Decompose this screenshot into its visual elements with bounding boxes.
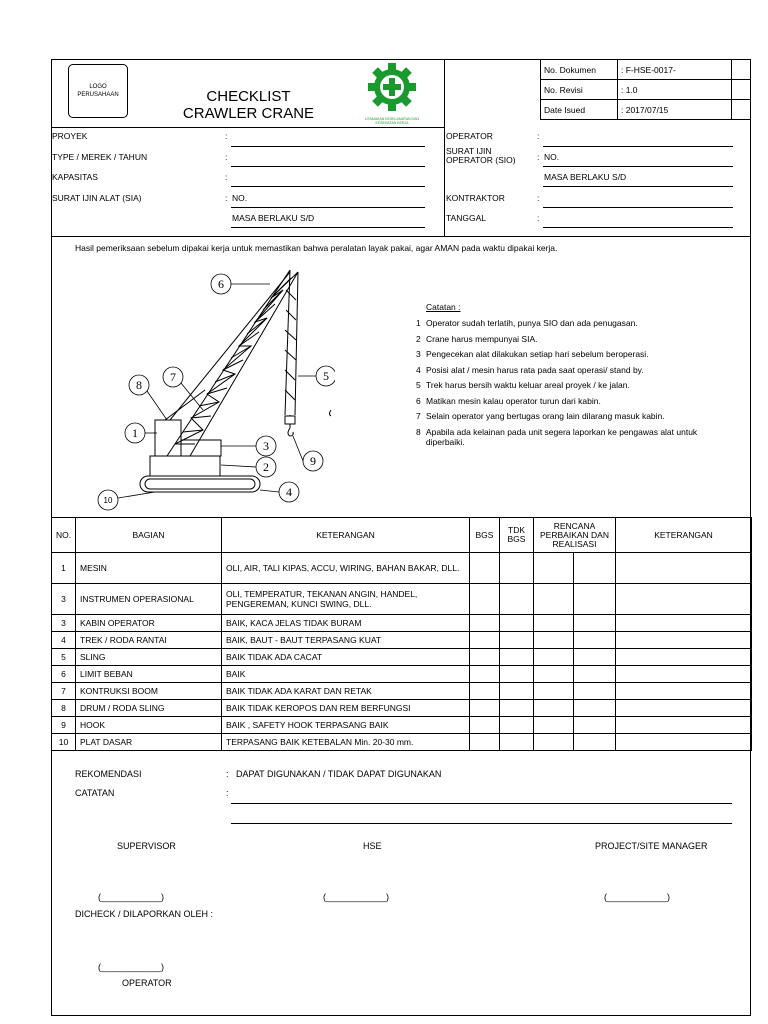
row-keterangan: BAIK TIDAK ADA KARAT DAN RETAK <box>222 683 470 700</box>
note-number: 3 <box>416 349 421 359</box>
catatan-line-1[interactable] <box>231 803 732 804</box>
field-operator-label: OPERATOR <box>446 131 493 141</box>
table-row <box>52 734 752 751</box>
cell-realisasi[interactable] <box>574 553 616 584</box>
callout-number: 6 <box>218 277 224 291</box>
notes-title: Catatan : <box>426 302 461 312</box>
manager-label: PROJECT/SITE MANAGER <box>595 841 708 851</box>
field-kontraktor-label: KONTRAKTOR <box>446 193 505 203</box>
row-no: 10 <box>52 734 76 751</box>
note-item <box>416 334 736 344</box>
cell-tdk-bgs[interactable] <box>500 615 534 632</box>
notes-list <box>416 318 736 447</box>
field-tanggal-label: TANGGAL <box>446 213 486 223</box>
field-kapasitas-sep: : <box>225 172 228 182</box>
callout-leader <box>221 465 256 467</box>
callout-number: 1 <box>132 426 138 440</box>
table-row <box>52 683 752 700</box>
note-number: 7 <box>416 411 421 421</box>
row-keterangan: BAIK TIDAK KEROPOS DAN REM BERFUNGSI <box>222 700 470 717</box>
field-sia-sep: : <box>225 193 228 203</box>
header-divider <box>51 127 444 128</box>
cell-tdk-bgs[interactable] <box>500 734 534 751</box>
crawler-crane-diagram <box>95 260 335 512</box>
table-header-row <box>52 518 752 553</box>
company-logo-placeholder <box>68 64 128 118</box>
callout-leader <box>260 490 279 492</box>
logo-label: LOGO PERUSAHAAN <box>77 84 119 98</box>
row-keterangan: TERPASANG BAIK KETEBALAN Min. 20-30 mm. <box>222 734 470 751</box>
col-header-keterangan: KETERANGAN <box>222 518 470 553</box>
supervisor-label: SUPERVISOR <box>117 841 176 851</box>
rekomendasi-label: REKOMENDASI <box>75 769 142 779</box>
cell-rencana[interactable] <box>534 553 574 584</box>
field-proyek-label: PROYEK <box>52 131 88 141</box>
k3-gear-cross-icon <box>362 62 422 112</box>
row-keterangan: BAIK , SAFETY HOOK TERPASANG BAIK <box>222 717 470 734</box>
cell-realisasi[interactable] <box>574 683 616 700</box>
crane-machine-house <box>181 440 221 456</box>
note-item <box>416 411 736 421</box>
cell-bgs[interactable] <box>470 649 500 666</box>
cell-realisasi[interactable] <box>574 632 616 649</box>
cell-keterangan[interactable] <box>616 700 752 717</box>
table-row <box>52 632 752 649</box>
table-row <box>52 584 752 615</box>
boom-upper-chord <box>190 272 298 456</box>
cell-bgs[interactable] <box>470 553 500 584</box>
catatan-line-2[interactable] <box>231 823 732 824</box>
row-no: 4 <box>52 632 76 649</box>
note-text: Posisi alat / mesin harus rata pada saat operasi/ stand by. <box>426 364 644 375</box>
doc-info-label: No. Revisi <box>541 80 618 100</box>
row-bagian: LIMIT BEBAN <box>76 666 222 683</box>
operator-label: OPERATOR <box>122 978 172 988</box>
col-header-rencana: RENCANA PERBAIKAN DAN REALISASI <box>534 518 616 553</box>
field-sio-masa-input[interactable] <box>543 186 733 187</box>
col-header-bagian: BAGIAN <box>76 518 222 553</box>
row-bagian: INSTRUMEN OPERASIONAL <box>76 584 222 615</box>
cell-bgs[interactable] <box>470 717 500 734</box>
field-sia-masa: MASA BERLAKU S/D <box>232 213 315 223</box>
hook-detail <box>330 410 332 416</box>
fields-bottom-divider <box>51 236 751 237</box>
cell-rencana[interactable] <box>534 632 574 649</box>
supervisor-signature[interactable]: (____________) <box>98 892 165 902</box>
callout-leader <box>293 436 303 461</box>
hook <box>288 428 293 436</box>
note-text: Matikan mesin kalau operator turun dari kabin. <box>426 395 601 406</box>
callout-leader <box>118 492 155 498</box>
cell-realisasi[interactable] <box>574 717 616 734</box>
table-row <box>52 717 752 734</box>
table-row <box>52 666 752 683</box>
doc-info-extra <box>732 100 751 120</box>
field-type-input[interactable] <box>231 166 425 167</box>
callout-number: 3 <box>263 439 269 453</box>
cell-rencana[interactable] <box>534 584 574 615</box>
field-type-sep: : <box>225 152 228 162</box>
note-item <box>416 365 736 375</box>
note-item <box>416 427 736 447</box>
header-vertical-divider <box>444 59 445 236</box>
pendant-line <box>170 272 290 420</box>
col-header-no: NO. <box>52 518 76 553</box>
row-bagian: HOOK <box>76 717 222 734</box>
doc-info-value: : F-HSE-0017- <box>618 60 732 80</box>
cell-bgs[interactable] <box>470 683 500 700</box>
intro-text: Hasil pemeriksaan sebelum dipakai kerja untuk memastikan bahwa peralatan layak pakai, agar AMAN pada waktu dipakai kerja. <box>75 243 558 253</box>
note-text: Selain operator yang bertugas orang lain dilarang masuk kabin. <box>426 411 665 421</box>
cell-realisasi[interactable] <box>574 700 616 717</box>
field-tanggal-sep: : <box>537 213 540 223</box>
title-line-2: CRAWLER CRANE <box>182 105 315 122</box>
field-sio-label: SURAT IJIN OPERATOR (SIO) <box>446 146 516 165</box>
crane-body <box>150 456 220 476</box>
field-sio-no: NO. <box>544 152 560 162</box>
note-text: Apabila ada kelainan pada unit segera laporkan ke pengawas alat untuk diperbaiki. <box>425 426 698 447</box>
k3-logo <box>362 62 422 124</box>
cell-tdk-bgs[interactable] <box>500 584 534 615</box>
field-kapasitas-label: KAPASITAS <box>52 172 98 182</box>
cell-keterangan[interactable] <box>616 553 752 584</box>
row-keterangan: OLI, AIR, TALI KIPAS, ACCU, WIRING, BAHAN BAKAR, DLL. <box>222 553 470 584</box>
cell-keterangan[interactable] <box>616 649 752 666</box>
row-bagian: KABIN OPERATOR <box>76 615 222 632</box>
row-bagian: DRUM / RODA SLING <box>76 700 222 717</box>
note-text: Pengecekan alat dilakukan setiap hari sebelum beroperasi. <box>426 349 649 359</box>
cell-realisasi[interactable] <box>574 584 616 615</box>
row-no: 1 <box>52 553 76 584</box>
field-sio-masa: MASA BERLAKU S/D <box>544 172 627 182</box>
cell-keterangan[interactable] <box>616 666 752 683</box>
catatan-label: CATATAN <box>75 788 115 798</box>
rekomendasi-sep: : <box>226 769 229 779</box>
field-kapasitas-input[interactable] <box>231 186 425 187</box>
field-sio-sep: : <box>537 152 540 162</box>
note-item <box>416 349 736 359</box>
cell-rencana[interactable] <box>534 717 574 734</box>
cell-bgs[interactable] <box>470 632 500 649</box>
cell-tdk-bgs[interactable] <box>500 649 534 666</box>
cell-rencana[interactable] <box>534 734 574 751</box>
note-text: Operator sudah terlatih, punya SIO dan ada penugasan. <box>426 318 638 328</box>
field-type-label: TYPE / MEREK / TAHUN <box>52 152 148 162</box>
cell-keterangan[interactable] <box>616 632 752 649</box>
cell-realisasi[interactable] <box>574 734 616 751</box>
cell-bgs[interactable] <box>470 584 500 615</box>
cell-tdk-bgs[interactable] <box>500 666 534 683</box>
cell-tdk-bgs[interactable] <box>500 632 534 649</box>
cell-keterangan[interactable] <box>616 683 752 700</box>
note-number: 5 <box>416 380 421 390</box>
note-text: Crane harus mempunyai SIA. <box>426 333 538 344</box>
doc-info-extra <box>732 80 751 100</box>
k3-label: UTAMAKAN KESELAMATAN DAN KESEHATAN KERJA <box>365 117 419 125</box>
row-no: 6 <box>52 666 76 683</box>
callout-number: 9 <box>310 454 316 468</box>
row-bagian: TREK / RODA RANTAI <box>76 632 222 649</box>
doc-info-label: No. Dokumen <box>541 60 618 80</box>
field-sio-input[interactable] <box>543 166 733 167</box>
page-title <box>166 88 331 122</box>
cell-bgs[interactable] <box>470 734 500 751</box>
col-header-tdk-bgs: TDK BGS <box>500 518 534 553</box>
crane-cabin <box>155 420 181 456</box>
callout-number: 5 <box>323 369 329 383</box>
cell-keterangan[interactable] <box>616 717 752 734</box>
dicheck-label: DICHECK / DILAPORKAN OLEH : <box>75 909 214 919</box>
doc-info-value: : 2017/07/15 <box>618 100 732 120</box>
cell-tdk-bgs[interactable] <box>500 700 534 717</box>
field-sia-input[interactable] <box>231 207 425 208</box>
note-number: 1 <box>416 318 421 328</box>
table-row <box>52 700 752 717</box>
row-no: 3 <box>52 584 76 615</box>
doc-info-row <box>541 80 751 100</box>
crane-track <box>140 476 260 492</box>
row-no: 5 <box>52 649 76 666</box>
cell-bgs[interactable] <box>470 615 500 632</box>
field-operator-sep: : <box>537 131 540 141</box>
col-header-bgs: BGS <box>470 518 500 553</box>
jib-braces <box>285 290 296 400</box>
row-keterangan: OLI, TEMPERATUR, TEKANAN ANGIN, HANDEL, PENGEREMAN, KUNCI SWING, DLL. <box>222 584 470 615</box>
note-text: Trek harus bersih waktu keluar areal proyek / ke jalan. <box>426 380 630 390</box>
callout-number: 7 <box>170 370 176 384</box>
cell-rencana[interactable] <box>534 683 574 700</box>
row-bagian: MESIN <box>76 553 222 584</box>
row-no: 9 <box>52 717 76 734</box>
table-row <box>52 615 752 632</box>
note-number: 6 <box>416 395 421 406</box>
cell-keterangan[interactable] <box>616 584 752 615</box>
cell-realisasi[interactable] <box>574 649 616 666</box>
row-bagian: SLING <box>76 649 222 666</box>
note-item <box>416 318 736 328</box>
cell-keterangan[interactable] <box>616 615 752 632</box>
row-keterangan: BAIK TIDAK ADA CACAT <box>222 649 470 666</box>
note-item <box>416 396 736 406</box>
cell-bgs[interactable] <box>470 666 500 683</box>
callout-leader <box>147 391 167 420</box>
table-row <box>52 553 752 584</box>
field-operator-input[interactable] <box>543 146 733 147</box>
note-number: 8 <box>416 426 421 437</box>
col-header-keterangan-2: KETERANGAN <box>616 518 752 553</box>
callout-number: 10 <box>103 496 113 505</box>
doc-info-row <box>541 60 751 80</box>
callout-number: 8 <box>136 378 142 392</box>
row-no: 3 <box>52 615 76 632</box>
field-proyek-sep: : <box>225 131 228 141</box>
row-bagian: PLAT DASAR <box>76 734 222 751</box>
doc-info-extra <box>732 60 751 80</box>
hse-label: HSE <box>363 841 382 851</box>
row-no: 7 <box>52 683 76 700</box>
callout-number: 4 <box>286 485 292 499</box>
hook-block <box>285 416 295 424</box>
field-sia-masa-input[interactable] <box>231 227 425 228</box>
field-kontraktor-sep: : <box>537 193 540 203</box>
document-info <box>540 59 751 120</box>
cell-keterangan[interactable] <box>616 734 752 751</box>
hse-signature[interactable]: (____________) <box>323 892 390 902</box>
field-sia-label: SURAT IJIN ALAT (SIA) <box>52 193 142 203</box>
catatan-sep: : <box>226 788 229 798</box>
note-number: 2 <box>416 333 421 344</box>
cell-tdk-bgs[interactable] <box>500 553 534 584</box>
table-row <box>52 649 752 666</box>
checklist-table <box>51 517 752 751</box>
cell-rencana[interactable] <box>534 666 574 683</box>
jib-right <box>295 272 298 415</box>
rekomendasi-options[interactable]: DAPAT DIGUNAKAN / TIDAK DAPAT DIGUNAKAN <box>236 769 442 779</box>
field-kontraktor-input[interactable] <box>543 207 733 208</box>
title-line-1: CHECKLIST <box>206 88 291 105</box>
row-keterangan: BAIK <box>222 666 470 683</box>
cell-realisasi[interactable] <box>574 666 616 683</box>
note-item <box>416 380 736 390</box>
cell-rencana[interactable] <box>534 700 574 717</box>
field-tanggal-input[interactable] <box>543 227 733 228</box>
callout-number: 2 <box>263 460 269 474</box>
cell-tdk-bgs[interactable] <box>500 717 534 734</box>
cell-tdk-bgs[interactable] <box>500 683 534 700</box>
row-keterangan: BAIK, BAUT - BAUT TERPASANG KUAT <box>222 632 470 649</box>
note-number: 4 <box>416 364 421 375</box>
row-no: 8 <box>52 700 76 717</box>
cell-rencana[interactable] <box>534 649 574 666</box>
field-proyek-input[interactable] <box>231 146 425 147</box>
row-keterangan: BAIK, KACA JELAS TIDAK BURAM <box>222 615 470 632</box>
cell-rencana[interactable] <box>534 615 574 632</box>
cell-realisasi[interactable] <box>574 615 616 632</box>
doc-info-row <box>541 100 751 120</box>
doc-info-label: Date Isued <box>541 100 618 120</box>
operator-signature[interactable]: (____________) <box>98 962 165 972</box>
field-sia-no: NO. <box>232 193 248 203</box>
cell-bgs[interactable] <box>470 700 500 717</box>
row-bagian: KONTRUKSI BOOM <box>76 683 222 700</box>
manager-signature[interactable]: (____________) <box>604 892 671 902</box>
doc-info-value: : 1.0 <box>618 80 732 100</box>
